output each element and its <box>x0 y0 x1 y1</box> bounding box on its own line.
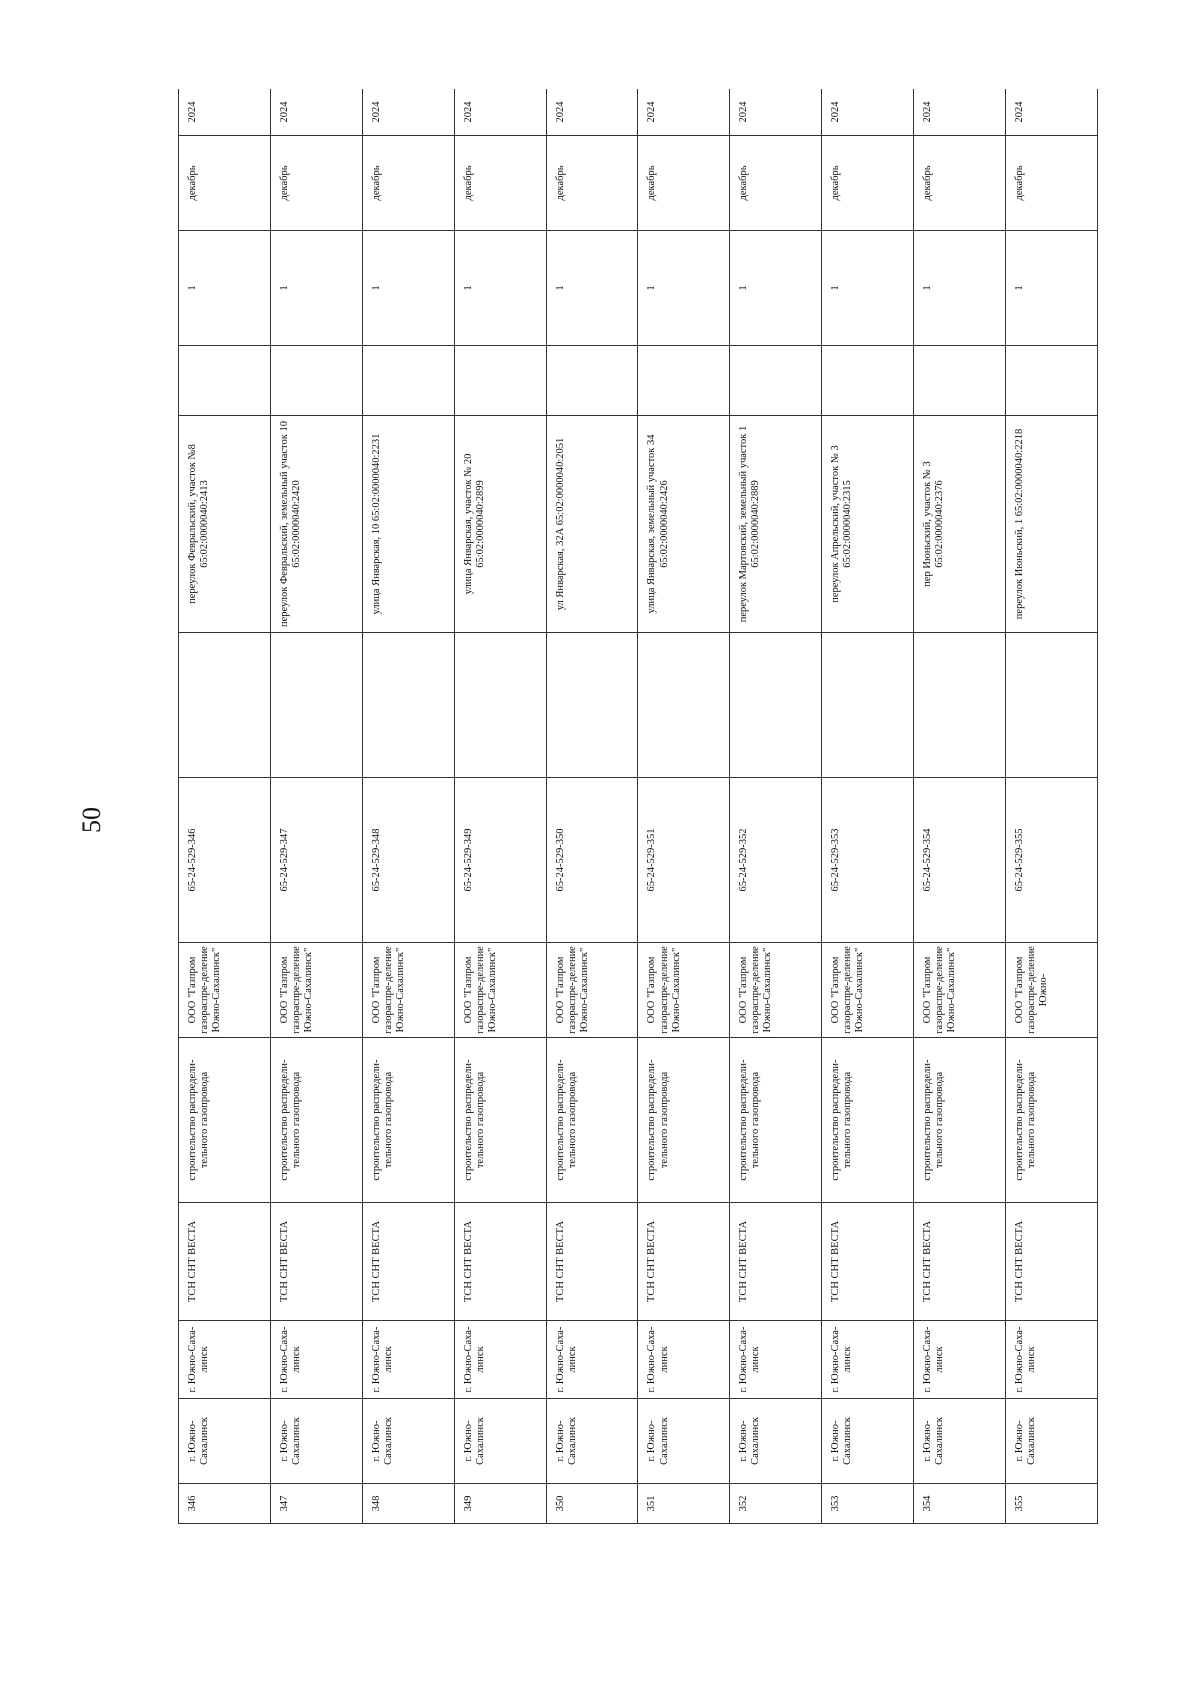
table-row <box>730 89 822 1524</box>
cell-c10 <box>638 346 730 416</box>
cell-month: декабрь <box>179 136 271 231</box>
cell-qty: 1 <box>454 231 546 346</box>
cell-no: 355 <box>1006 1484 1098 1524</box>
cell-c8 <box>822 633 914 778</box>
table-row <box>822 89 914 1524</box>
cell-qty: 1 <box>822 231 914 346</box>
cell-c8 <box>179 633 271 778</box>
cell-c8 <box>1006 633 1098 778</box>
cell-locality: г. Южно-Саха-линск <box>914 1321 1006 1399</box>
cell-address: переулок Июньский, 1 65:02:0000040:2218 <box>1006 416 1098 633</box>
cell-code: 65-24-529-349 <box>454 778 546 943</box>
cell-locality: г. Южно-Саха-линск <box>454 1321 546 1399</box>
cell-year: 2024 <box>1006 89 1098 136</box>
gasification-table <box>178 89 1098 1524</box>
cell-address: переулок Мартовский, земельный участок 1 65:02:0000040:2889 <box>730 416 822 633</box>
cell-district: г. Южно-Сахалинск <box>362 1399 454 1484</box>
cell-month: декабрь <box>638 136 730 231</box>
cell-locality: г. Южно-Саха-линск <box>638 1321 730 1399</box>
cell-no: 349 <box>454 1484 546 1524</box>
cell-year: 2024 <box>638 89 730 136</box>
cell-org: ООО "Газпром газораспре-деление Южно-Сахалинск" <box>914 943 1006 1038</box>
cell-district: г. Южно-Сахалинск <box>914 1399 1006 1484</box>
cell-qty: 1 <box>914 231 1006 346</box>
cell-c10 <box>270 346 362 416</box>
cell-c8 <box>546 633 638 778</box>
cell-locality: г. Южно-Саха-линск <box>1006 1321 1098 1399</box>
cell-locality: г. Южно-Саха-линск <box>822 1321 914 1399</box>
cell-month: декабрь <box>362 136 454 231</box>
cell-year: 2024 <box>822 89 914 136</box>
cell-locality: г. Южно-Саха-линск <box>730 1321 822 1399</box>
cell-year: 2024 <box>179 89 271 136</box>
cell-c8 <box>362 633 454 778</box>
cell-district: г. Южно-Сахалинск <box>730 1399 822 1484</box>
cell-c10 <box>362 346 454 416</box>
cell-code: 65-24-529-354 <box>914 778 1006 943</box>
cell-no: 353 <box>822 1484 914 1524</box>
cell-c8 <box>914 633 1006 778</box>
cell-year: 2024 <box>270 89 362 136</box>
cell-year: 2024 <box>454 89 546 136</box>
cell-district: г. Южно-Сахалинск <box>179 1399 271 1484</box>
table-row <box>546 89 638 1524</box>
cell-qty: 1 <box>638 231 730 346</box>
cell-object: строительство распредели-тельного газопровода <box>1006 1038 1098 1203</box>
cell-no: 352 <box>730 1484 822 1524</box>
cell-object: строительство распредели-тельного газопровода <box>454 1038 546 1203</box>
cell-qty: 1 <box>730 231 822 346</box>
table-row <box>1006 89 1098 1524</box>
cell-c10 <box>822 346 914 416</box>
table-row <box>362 89 454 1524</box>
cell-territory: ТСН СНТ ВЕСТА <box>822 1203 914 1321</box>
cell-no: 351 <box>638 1484 730 1524</box>
table-row <box>638 89 730 1524</box>
cell-object: строительство распредели-тельного газопровода <box>270 1038 362 1203</box>
cell-no: 350 <box>546 1484 638 1524</box>
cell-object: строительство распредели-тельного газопровода <box>730 1038 822 1203</box>
cell-locality: г. Южно-Саха-линск <box>270 1321 362 1399</box>
cell-c10 <box>730 346 822 416</box>
table-row <box>914 89 1006 1524</box>
cell-month: декабрь <box>822 136 914 231</box>
cell-month: декабрь <box>270 136 362 231</box>
cell-no: 348 <box>362 1484 454 1524</box>
cell-c8 <box>454 633 546 778</box>
cell-object: строительство распредели-тельного газопровода <box>546 1038 638 1203</box>
cell-code: 65-24-529-353 <box>822 778 914 943</box>
cell-month: декабрь <box>454 136 546 231</box>
cell-code: 65-24-529-346 <box>179 778 271 943</box>
cell-org: ООО "Газпром газораспре-деление Южно-Сахалинск" <box>454 943 546 1038</box>
cell-no: 346 <box>179 1484 271 1524</box>
cell-territory: ТСН СНТ ВЕСТА <box>270 1203 362 1321</box>
cell-territory: ТСН СНТ ВЕСТА <box>638 1203 730 1321</box>
cell-c8 <box>638 633 730 778</box>
cell-qty: 1 <box>546 231 638 346</box>
cell-district: г. Южно-Сахалинск <box>822 1399 914 1484</box>
cell-org: ООО "Газпром газораспре-деление Южно-Сахалинск" <box>546 943 638 1038</box>
cell-org: ООО "Газпром газораспре-деление Южно-Сахалинск" <box>362 943 454 1038</box>
cell-org: ООО "Газпром газораспре-деление Южно- <box>1006 943 1098 1038</box>
cell-locality: г. Южно-Саха-линск <box>179 1321 271 1399</box>
cell-c8 <box>270 633 362 778</box>
cell-address: улица Январская, земельный участок 34 65:02:0000040:2426 <box>638 416 730 633</box>
cell-org: ООО "Газпром газораспре-деление Южно-Сахалинск" <box>179 943 271 1038</box>
cell-territory: ТСН СНТ ВЕСТА <box>546 1203 638 1321</box>
cell-address: переулок Февральский, земельный участок 10 65:02:0000040:2420 <box>270 416 362 633</box>
cell-address: пер Июньский, участок № 3 65:02:0000040:2376 <box>914 416 1006 633</box>
cell-territory: ТСН СНТ ВЕСТА <box>730 1203 822 1321</box>
cell-code: 65-24-529-352 <box>730 778 822 943</box>
rotated-table-frame <box>178 89 1098 1524</box>
cell-qty: 1 <box>179 231 271 346</box>
cell-org: ООО "Газпром газораспре-деление Южно-Сахалинск" <box>730 943 822 1038</box>
cell-code: 65-24-529-348 <box>362 778 454 943</box>
rotated-table-container <box>178 89 1098 1524</box>
cell-year: 2024 <box>546 89 638 136</box>
cell-qty: 1 <box>362 231 454 346</box>
cell-object: строительство распредели-тельного газопровода <box>638 1038 730 1203</box>
cell-c10 <box>914 346 1006 416</box>
cell-month: декабрь <box>546 136 638 231</box>
cell-district: г. Южно-Сахалинск <box>454 1399 546 1484</box>
cell-address: улица Январская, 10 65:02:0000040:2231 <box>362 416 454 633</box>
cell-c10 <box>454 346 546 416</box>
table-body <box>179 89 1098 1524</box>
cell-no: 354 <box>914 1484 1006 1524</box>
cell-month: декабрь <box>1006 136 1098 231</box>
cell-year: 2024 <box>914 89 1006 136</box>
table-row <box>270 89 362 1524</box>
cell-qty: 1 <box>1006 231 1098 346</box>
table-row <box>179 89 271 1524</box>
cell-code: 65-24-529-350 <box>546 778 638 943</box>
page-number: 50 <box>77 807 106 833</box>
cell-locality: г. Южно-Саха-линск <box>362 1321 454 1399</box>
cell-territory: ТСН СНТ ВЕСТА <box>454 1203 546 1321</box>
cell-month: декабрь <box>730 136 822 231</box>
cell-qty: 1 <box>270 231 362 346</box>
cell-address: ул Январская, 32А 65:02:0000040:2051 <box>546 416 638 633</box>
cell-object: строительство распредели-тельного газопровода <box>362 1038 454 1203</box>
cell-org: ООО "Газпром газораспре-деление Южно-Сахалинск" <box>270 943 362 1038</box>
cell-locality: г. Южно-Саха-линск <box>546 1321 638 1399</box>
cell-district: г. Южно-Сахалинск <box>1006 1399 1098 1484</box>
cell-object: строительство распредели-тельного газопровода <box>179 1038 271 1203</box>
cell-address: улица Январская, участок № 20 65:02:0000040:2899 <box>454 416 546 633</box>
cell-code: 65-24-529-347 <box>270 778 362 943</box>
cell-address: переулок Февральский, участок №8 65:02:0000040:2413 <box>179 416 271 633</box>
cell-code: 65-24-529-355 <box>1006 778 1098 943</box>
cell-year: 2024 <box>730 89 822 136</box>
cell-code: 65-24-529-351 <box>638 778 730 943</box>
cell-org: ООО "Газпром газораспре-деление Южно-Сахалинск" <box>822 943 914 1038</box>
cell-c8 <box>730 633 822 778</box>
cell-c10 <box>179 346 271 416</box>
table-row <box>454 89 546 1524</box>
cell-address: переулок Апрельский, участок № 3 65:02:0000040:2315 <box>822 416 914 633</box>
cell-object: строительство распредели-тельного газопровода <box>914 1038 1006 1203</box>
cell-month: декабрь <box>914 136 1006 231</box>
cell-territory: ТСН СНТ ВЕСТА <box>179 1203 271 1321</box>
cell-district: г. Южно-Сахалинск <box>546 1399 638 1484</box>
cell-territory: ТСН СНТ ВЕСТА <box>1006 1203 1098 1321</box>
cell-object: строительство распредели-тельного газопровода <box>822 1038 914 1203</box>
cell-district: г. Южно-Сахалинск <box>270 1399 362 1484</box>
cell-no: 347 <box>270 1484 362 1524</box>
cell-district: г. Южно-Сахалинск <box>638 1399 730 1484</box>
cell-c10 <box>546 346 638 416</box>
cell-c10 <box>1006 346 1098 416</box>
cell-year: 2024 <box>362 89 454 136</box>
cell-territory: ТСН СНТ ВЕСТА <box>362 1203 454 1321</box>
cell-territory: ТСН СНТ ВЕСТА <box>914 1203 1006 1321</box>
cell-org: ООО "Газпром газораспре-деление Южно-Сахалинск" <box>638 943 730 1038</box>
